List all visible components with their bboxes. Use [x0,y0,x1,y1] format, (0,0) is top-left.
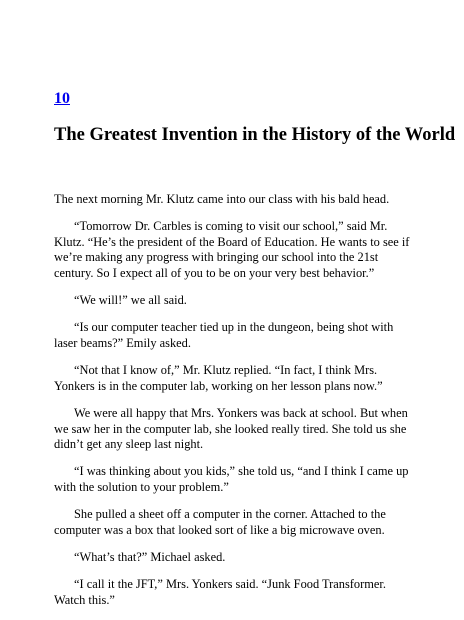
paragraph: “I call it the JFT,” Mrs. Yonkers said. “Junk Food Transformer. Watch this.” [54,577,386,607]
paragraph: The next morning Mr. Klutz came into our class with his bald head. [54,192,390,206]
paragraph: We were all happy that Mrs. Yonkers was back at school. But when we saw her in the computer lab, she looked really tired. She told us she didn’t get any sleep last night. [54,405,408,452]
paragraph: “I was thinking about you kids,” she told us, “and I think I came up with the solution to your problem.” [54,464,409,494]
paragraph: “Is our computer teacher tied up in the dungeon, being shot with laser beams?” Emily asked. [54,320,394,350]
paragraph: “We will!” we all said. [74,293,187,308]
paragraph: “Not that I know of,” Mr. Klutz replied. “In fact, I think Mrs. Yonkers is in the computer lab, working on her lesson plans now.” [54,363,383,393]
chapter-number-link[interactable]: 10 [54,90,70,107]
chapter-body [54,192,414,620]
paragraph: “What’s that?” Michael asked. [74,549,226,564]
paragraph: She pulled a sheet off a computer in the corner. Attached to the computer was a box that looked sort of like a big microwave oven. [54,507,386,537]
paragraph: “Tomorrow Dr. Carbles is coming to visit our school,” said Mr. Klutz. “He’s the president of the Board of Education. He wants to see if we’re making any progress with bringing our school into the 21st century. So I expect all of you to be on your very best behavior.” [54,219,410,280]
chapter-title: The Greatest Invention in the History of the World [54,125,456,145]
